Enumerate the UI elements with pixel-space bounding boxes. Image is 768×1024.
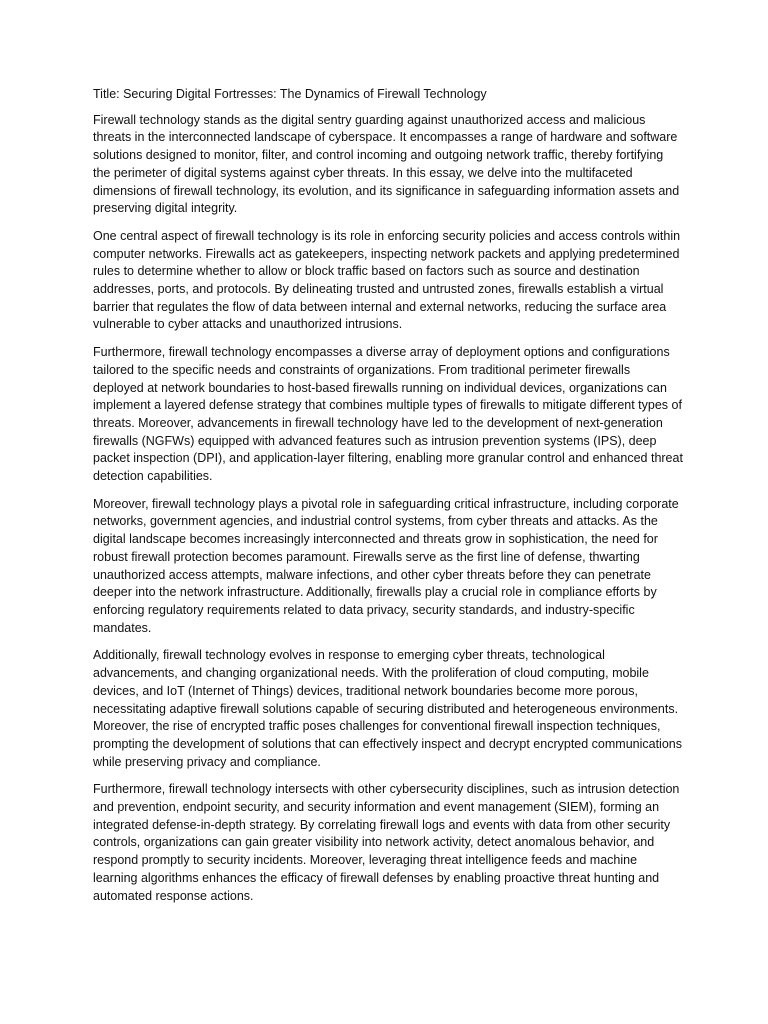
paragraph-deployment-options: Furthermore, firewall technology encompasses a diverse array of deployment options and configurations tailored to the specific needs and constraints of organizations. From traditional perimeter firewalls deployed at network boundaries to host-based firewalls running on individual devices, organizations can implement a layered defense strategy that combines multiple types of firewalls to mitigate different types of threats. Moreover, advancements in firewall technology have led to the development of next-generation firewalls (NGFWs) equipped with advanced features such as intrusion prevention systems (IPS), deep packet inspection (DPI), and application-layer filtering, enabling more granular control and enhanced threat detection capabilities.: [93, 345, 683, 484]
document-title: Title: Securing Digital Fortresses: The Dynamics of Firewall Technology: [93, 87, 487, 101]
paragraph-critical-infrastructure: Moreover, firewall technology plays a pivotal role in safeguarding critical infrastructure, including corporate networks, government agencies, and industrial control systems, from cyber threats and attacks. As the digital landscape becomes increasingly interconnected and threats grow in sophistication, the need for robust firewall protection becomes paramount. Firewalls serve as the first line of defense, thwarting unauthorized access attempts, malware infections, and other cyber threats before they can penetrate deeper into the network infrastructure. Additionally, firewalls play a crucial role in compliance efforts by enforcing regulatory requirements related to data privacy, security standards, and industry-specific mandates.: [93, 496, 679, 635]
document-body: [93, 86, 683, 915]
paragraph-intro: Firewall technology stands as the digital sentry guarding against unauthorized access and malicious threats in the interconnected landscape of cyberspace. It encompasses a range of hardware and software solutions designed to monitor, filter, and control incoming and outgoing network traffic, thereby fortifying the perimeter of digital systems against cyber threats. In this essay, we delve into the multifaceted dimensions of firewall technology, its evolution, and its significance in safeguarding information assets and preserving digital integrity.: [93, 112, 680, 216]
paragraph-evolution: Additionally, firewall technology evolves in response to emerging cyber threats, technological advancements, and changing organizational needs. With the proliferation of cloud computing, mobile devices, and IoT (Internet of Things) devices, traditional network boundaries become more porous, necessitating adaptive firewall solutions capable of securing distributed and heterogeneous environments. Moreover, the rise of encrypted traffic poses challenges for conventional firewall inspection techniques, prompting the development of solutions that can effectively inspect and decrypt encrypted communications while preserving privacy and compliance.: [93, 648, 682, 769]
paragraph-security-policies: One central aspect of firewall technology is its role in enforcing security policies and access controls within computer networks. Firewalls act as gatekeepers, inspecting network packets and applying predetermined rules to determine whether to allow or block traffic based on factors such as source and destination addresses, ports, and protocols. By delineating trusted and untrusted zones, firewalls establish a virtual barrier that regulates the flow of data between internal and external networks, reducing the surface area vulnerable to cyber attacks and unauthorized intrusions.: [93, 228, 681, 332]
paragraph-integration: Furthermore, firewall technology intersects with other cybersecurity disciplines, such as intrusion detection and prevention, endpoint security, and security information and event management (SIEM), forming an integrated defense-in-depth strategy. By correlating firewall logs and events with data from other security controls, organizations can gain greater visibility into network activity, detect anomalous behavior, and respond promptly to security incidents. Moreover, leveraging threat intelligence feeds and machine learning algorithms enhances the efficacy of firewall defenses by enabling proactive threat hunting and automated response actions.: [93, 782, 680, 903]
